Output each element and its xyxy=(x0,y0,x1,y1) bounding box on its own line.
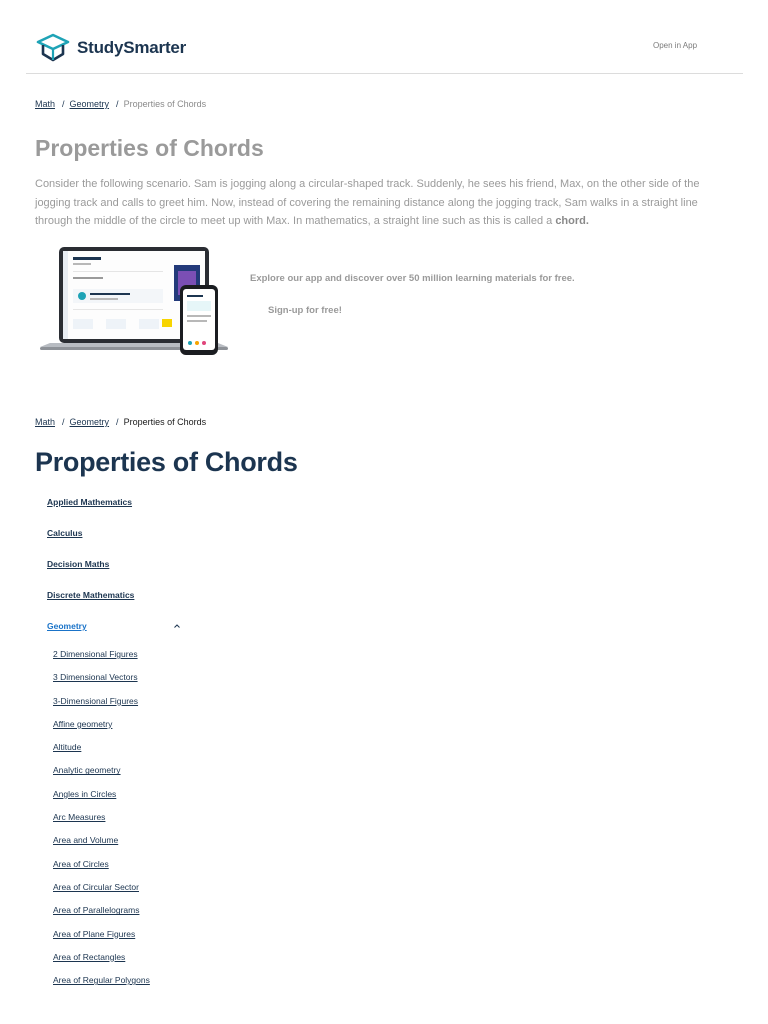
nav-item-geometry[interactable] xyxy=(47,621,181,648)
subtopic-link[interactable]: Arc Measures xyxy=(53,812,106,823)
phone-screen-title-bar xyxy=(187,295,203,297)
chevron-up-icon[interactable] xyxy=(173,622,181,630)
logo[interactable] xyxy=(35,33,186,63)
subtopic-link[interactable]: Area of Circular Sector xyxy=(53,881,139,892)
open-in-app-link[interactable]: Open in App xyxy=(653,41,698,50)
nav-item-calculus[interactable]: Calculus xyxy=(47,528,83,538)
subtopic-link[interactable]: Area of Parallelograms xyxy=(53,905,140,916)
subtopic-link[interactable]: 2 Dimensional Figures xyxy=(53,649,138,659)
app-devices-illustration xyxy=(40,243,228,355)
subtopic-link[interactable]: Area of Plane Figures xyxy=(53,928,136,939)
brand-name: StudySmarter xyxy=(77,38,187,57)
subtopic-link[interactable]: 3 Dimensional Vectors xyxy=(53,672,138,683)
intro-text: Consider the following scenario. Sam is jogging along a circular-shaped track. Suddenly, he sees his friend, Max, on the other side of the jogging track and calls to greet him. Now, instead of covering the remaining distance along the jogging track, Sam walks in a straight line through the middle of the circle to meet up with Max. In mathematics, a straight line such as this is called a xyxy=(35,178,700,227)
breadcrumb-current: Properties of Chords xyxy=(123,417,207,427)
breadcrumb: Math / Geometry / Properties of Chords xyxy=(35,99,207,109)
breadcrumb-current: Properties of Chords xyxy=(123,99,207,109)
subtopic-link[interactable]: 3-Dimensional Figures xyxy=(53,695,139,706)
nav-item-discrete-mathematics[interactable]: Discrete Mathematics xyxy=(47,590,135,600)
subtopic-link[interactable]: Affine geometry xyxy=(53,718,113,729)
breadcrumb-item-geometry[interactable]: Geometry xyxy=(69,99,110,109)
geometry-subtopics xyxy=(53,649,253,998)
signup-link[interactable]: Sign-up for free! xyxy=(268,305,342,316)
page-title: Properties of Chords xyxy=(35,447,298,477)
breadcrumb-secondary: Math / Geometry / Properties of Chords xyxy=(35,417,207,427)
subtopic-link[interactable]: Analytic geometry xyxy=(53,765,121,776)
subtopic-link[interactable]: Angles in Circles xyxy=(53,788,117,799)
nav-item-geometry-label: Geometry xyxy=(47,621,87,631)
intro-bold-term: chord. xyxy=(555,215,589,227)
breadcrumb-item-math[interactable]: Math xyxy=(35,99,56,109)
topic-navigation xyxy=(47,497,197,648)
breadcrumb-item-math[interactable]: Math xyxy=(35,417,56,427)
subtopic-link[interactable]: Area and Volume xyxy=(53,835,119,846)
intro-paragraph xyxy=(35,175,735,231)
studysmarter-logo-icon xyxy=(35,33,71,63)
subtopic-link[interactable]: Altitude xyxy=(53,742,82,753)
nav-item-applied-mathematics[interactable]: Applied Mathematics xyxy=(47,497,133,507)
breadcrumb-item-geometry[interactable]: Geometry xyxy=(69,417,110,427)
subtopic-link[interactable]: Area of Regular Polygons xyxy=(53,975,150,986)
site-header xyxy=(26,0,743,74)
nav-item-decision-maths[interactable]: Decision Maths xyxy=(47,559,110,569)
page-title-overlay: Properties of Chords xyxy=(35,135,264,161)
subtopic-link[interactable]: Area of Rectangles xyxy=(53,951,126,962)
promo-text: Explore our app and discover over 50 million learning materials for free. xyxy=(250,273,575,284)
subtopic-link[interactable]: Area of Circles xyxy=(53,858,109,869)
